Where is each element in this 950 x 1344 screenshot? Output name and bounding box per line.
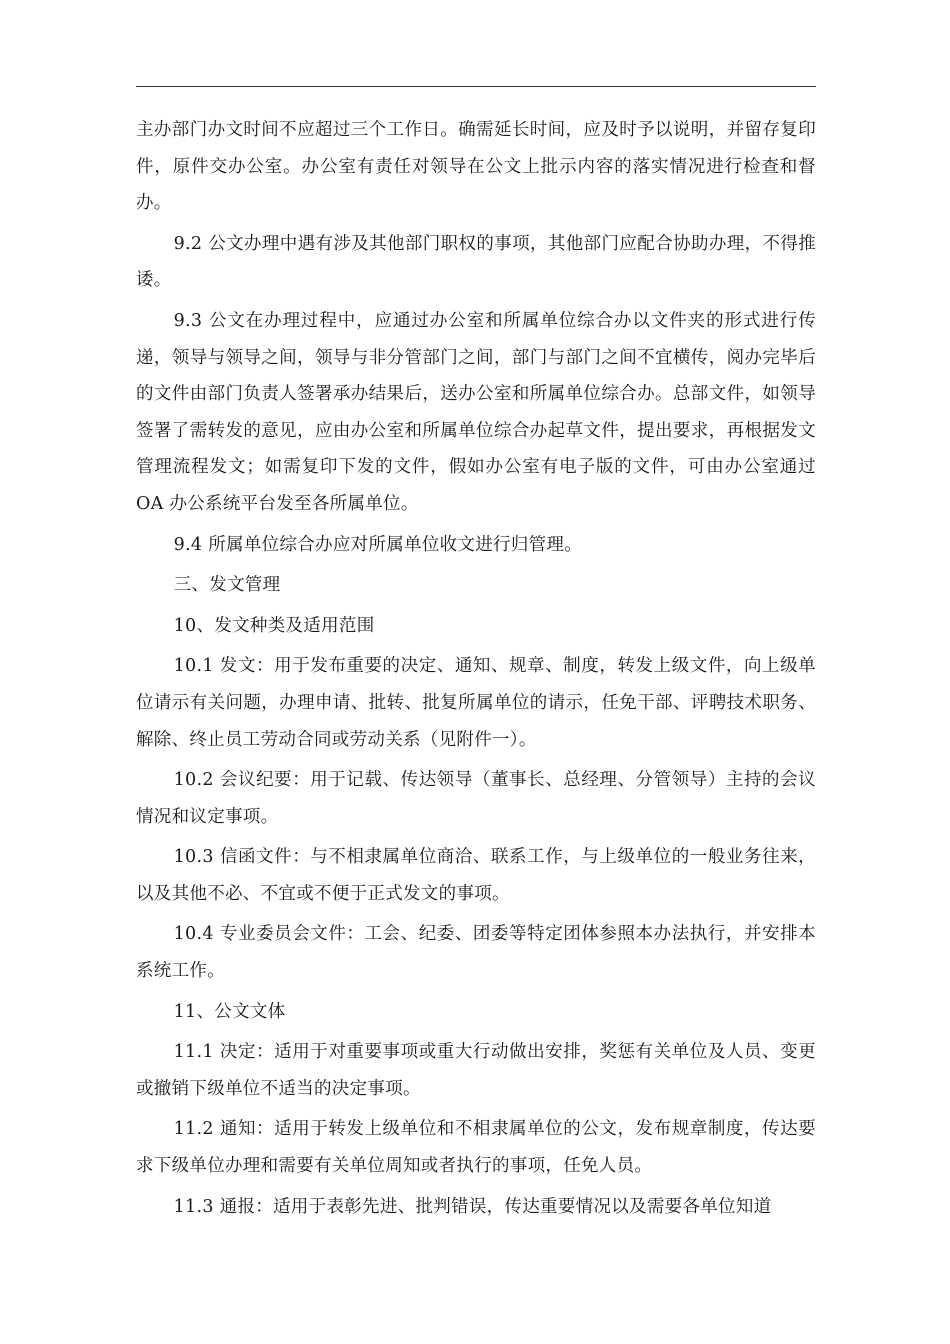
paragraph: 11.3 通报：适用于表彰先进、批判错误，传达重要情况以及需要各单位知道 bbox=[173, 1196, 772, 1217]
paragraph: 10.1 发文：用于发布重要的决定、通知、规章、制度，转发上级文件，向上级单位请示有关问题，办理申请、批转、批复所属单位的请示，任免干部、评聘技术职务、解除、终止员工劳动合同或劳动关系（见附件一）。 bbox=[136, 656, 816, 750]
subsection-heading: 10、发文种类及适用范围 bbox=[173, 615, 375, 636]
paragraph: 10.4 专业委员会文件：工会、纪委、团委等特定团体参照本办法执行，并安排本系统工作。 bbox=[136, 924, 816, 982]
subsection-heading: 11、公文文体 bbox=[173, 1001, 286, 1022]
paragraph: 主办部门办文时间不应超过三个工作日。确需延长时间，应及时予以说明，并留存复印件，原件交办公室。办公室有责任对领导在公文上批示内容的落实情况进行检查和督办。 bbox=[136, 120, 816, 214]
document-body bbox=[136, 112, 816, 1229]
paragraph: 9.2 公文办理中遇有涉及其他部门职权的事项，其他部门应配合协助办理，不得推诿。 bbox=[136, 233, 816, 291]
paragraph: 9.4 所属单位综合办应对所属单位收文进行归管理。 bbox=[173, 534, 583, 555]
paragraph: 11.2 通知：适用于转发上级单位和不相隶属单位的公文，发布规章制度，传达要求下级单位办理和需要有关单位周知或者执行的事项，任免人员。 bbox=[136, 1119, 816, 1177]
paragraph: 10.2 会议纪要：用于记载、传达领导（董事长、总经理、分管领导）主持的会议情况和议定事项。 bbox=[136, 770, 816, 827]
paragraph: 11.1 决定：适用于对重要事项或重大行动做出安排，奖惩有关单位及人员、变更或撤销下级单位不适当的决定事项。 bbox=[136, 1042, 816, 1099]
section-heading: 三、发文管理 bbox=[173, 575, 281, 596]
paragraph: 9.3 公文在办理过程中，应通过办公室和所属单位综合办以文件夹的形式进行传递，领导与领导之间，领导与非分管部门之间，部门与部门之间不宜横传，阅办完毕后的文件由部门负责人签署承办结果后，送办公室和所属单位综合办。总部文件，如领导签署了需转发的意见，应由办公室和所属单位综合办起草文件，提出要求，再根据发文管理流程发文；如需复印下发的文件，假如办公室有电子版的文件，可由办公室通过 OA 办公系统平台发至各所属单位。 bbox=[136, 310, 816, 514]
paragraph: 10.3 信函文件：与不相隶属单位商洽、联系工作，与上级单位的一般业务往来，以及其他不必、不宜或不便于正式发文的事项。 bbox=[136, 847, 816, 904]
header-rule bbox=[136, 86, 816, 87]
